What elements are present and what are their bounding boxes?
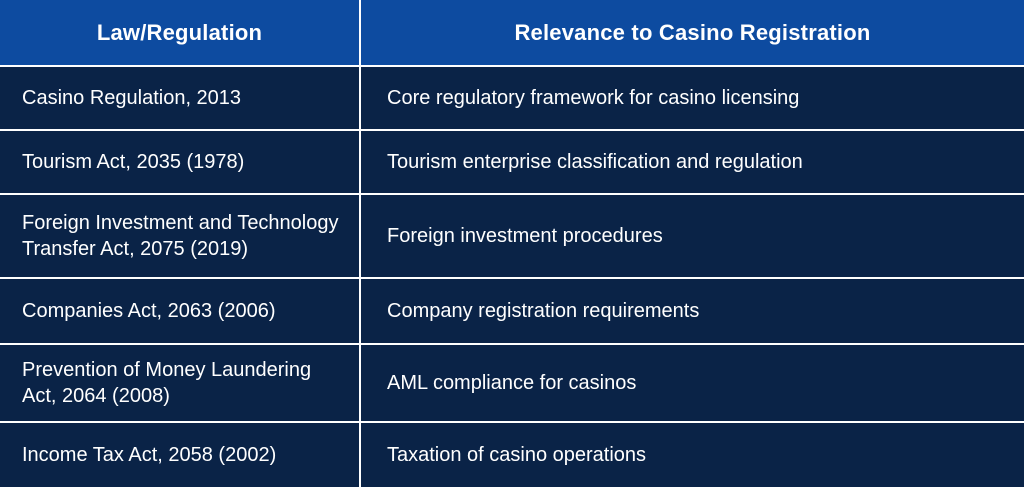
cell-law: Foreign Investment and Technology Transfer Act, 2075 (2019): [0, 194, 360, 278]
cell-relevance: Core regulatory framework for casino licensing: [360, 66, 1024, 130]
cell-relevance: Tourism enterprise classification and regulation: [360, 130, 1024, 194]
column-header-law: Law/Regulation: [0, 0, 360, 66]
cell-law: Income Tax Act, 2058 (2002): [0, 422, 360, 488]
table-row: [0, 130, 1024, 194]
table-header: [0, 0, 1024, 66]
table-body: [0, 66, 1024, 488]
cell-law: Casino Regulation, 2013: [0, 66, 360, 130]
cell-law: Prevention of Money Laundering Act, 2064 (2008): [0, 344, 360, 422]
table-header-row: [0, 0, 1024, 66]
cell-law: Companies Act, 2063 (2006): [0, 278, 360, 344]
table-row: [0, 194, 1024, 278]
cell-relevance: Taxation of casino operations: [360, 422, 1024, 488]
table-row: [0, 278, 1024, 344]
cell-relevance: Foreign investment procedures: [360, 194, 1024, 278]
table-row: [0, 344, 1024, 422]
cell-relevance: Company registration requirements: [360, 278, 1024, 344]
column-header-relevance: Relevance to Casino Registration: [360, 0, 1024, 66]
cell-law: Tourism Act, 2035 (1978): [0, 130, 360, 194]
cell-relevance: AML compliance for casinos: [360, 344, 1024, 422]
table-row: [0, 66, 1024, 130]
table-row: [0, 422, 1024, 488]
